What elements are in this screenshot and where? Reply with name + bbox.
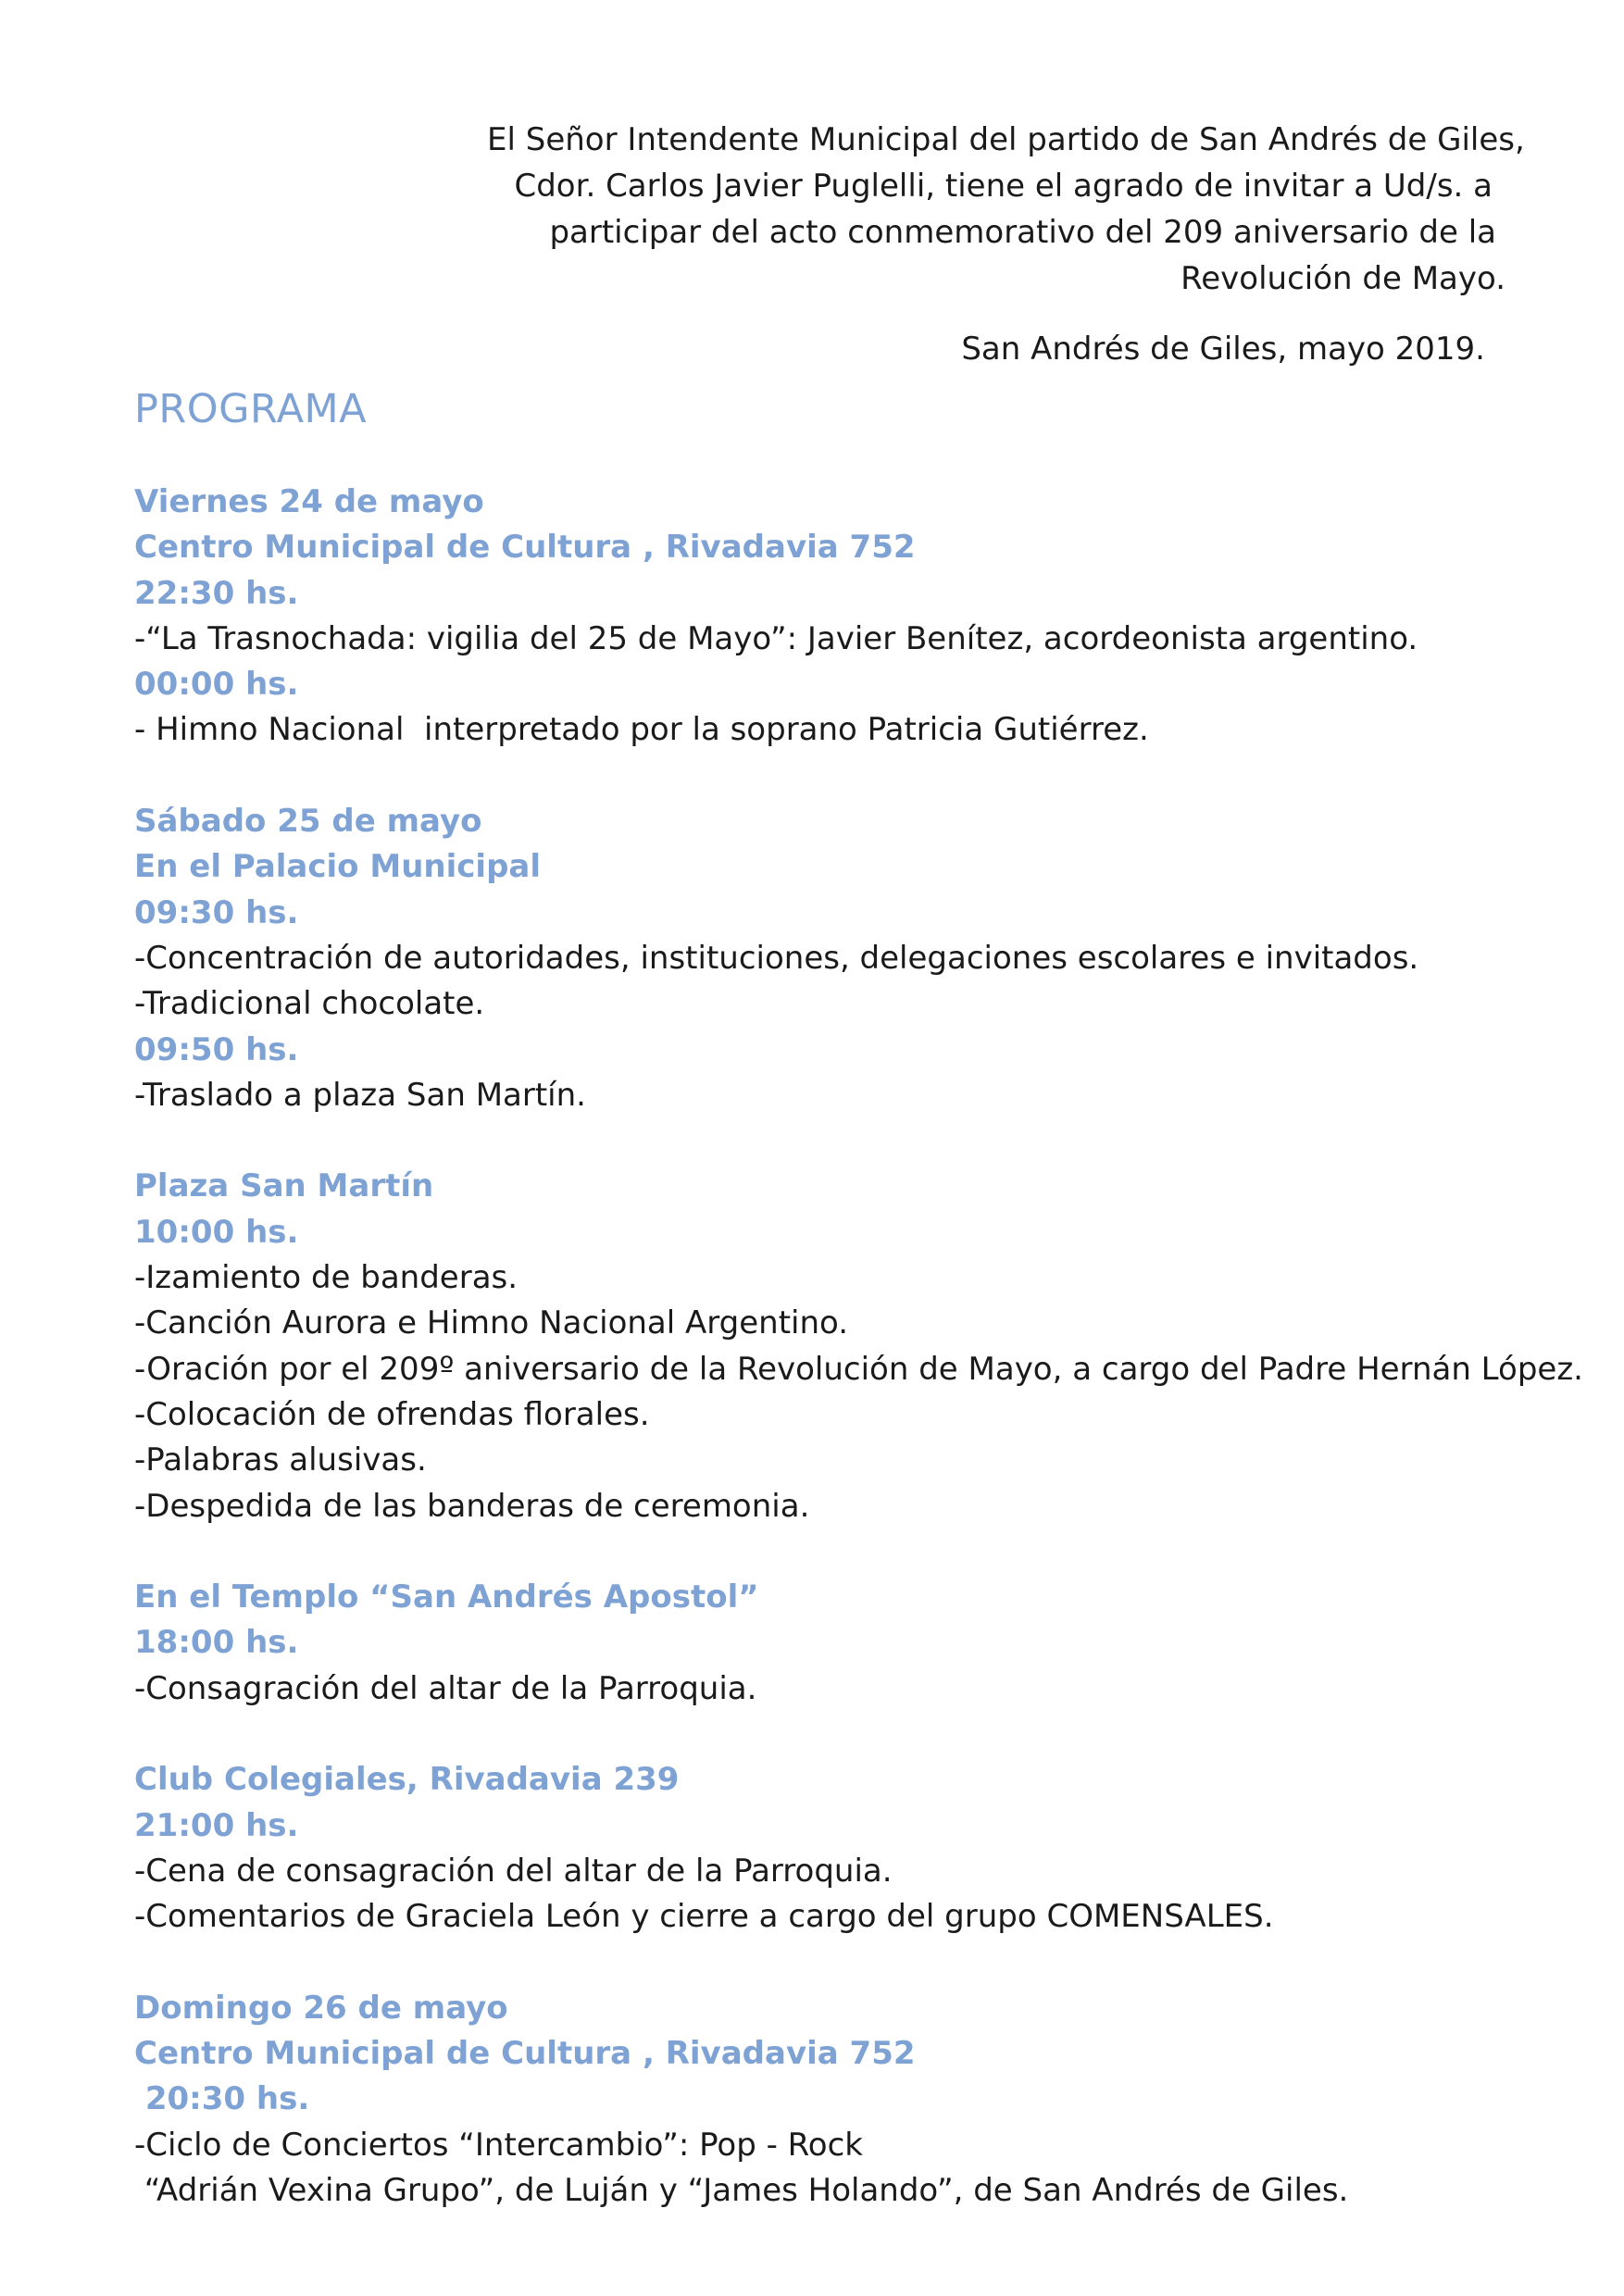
section-heading-line: Viernes 24 de mayo — [134, 483, 484, 520]
section-heading-line: Club Colegiales, Rivadavia 239 — [134, 1761, 680, 1799]
program-item: -Izamiento de banderas. — [134, 1259, 518, 1297]
program-item: -Colocación de ofrendas florales. — [134, 1395, 650, 1433]
invitation-line: El Señor Intendente Municipal del partido de San Andrés de Giles, — [487, 121, 1525, 158]
program-item: -Traslado a plaza San Martín. — [134, 1076, 586, 1114]
invitation-line: Revolución de Mayo. — [1181, 260, 1505, 297]
section-heading-line: 21:00 hs. — [134, 1806, 299, 1844]
program-item: -“La Trasnochada: vigilia del 25 de Mayo”: Javier Benítez, acordeonista argentino. — [134, 619, 1418, 657]
program-section — [134, 480, 1523, 754]
programa-heading: PROGRAMA — [134, 386, 368, 432]
place-date-line: San Andrés de Giles, mayo 2019. — [961, 331, 1485, 368]
program-item: -Despedida de las banderas de ceremonia. — [134, 1487, 810, 1525]
section-heading-line: Plaza San Martín — [134, 1167, 434, 1205]
invitation-line: participar del acto conmemorativo del 209 aniversario de la — [549, 214, 1496, 251]
program-schedule — [134, 480, 1583, 2214]
section-heading-line: Domingo 26 de mayo — [134, 1989, 508, 2027]
program-section — [134, 799, 1523, 1118]
section-heading-line: En el Templo “San Andrés Apostol” — [134, 1578, 759, 1616]
section-heading-line: 09:30 hs. — [134, 893, 299, 931]
section-heading-line: Centro Municipal de Cultura , Rivadavia 752 — [134, 2035, 916, 2073]
section-heading-line: 09:50 hs. — [134, 1030, 299, 1068]
program-item: -Consagración del altar de la Parroquia. — [134, 1669, 757, 1707]
program-section — [134, 1757, 1523, 1940]
program-item: -Cena de consagración del altar de la Parroquia. — [134, 1852, 893, 1890]
section-heading-line: 18:00 hs. — [134, 1624, 299, 1662]
program-section — [134, 1575, 1523, 1712]
program-section — [134, 1986, 1523, 2214]
program-section — [134, 1164, 1583, 1529]
program-item: -Comentarios de Graciela León y cierre a cargo del grupo COMENSALES. — [134, 1898, 1274, 1936]
invitation-paragraph — [487, 117, 1525, 302]
section-heading-line: 20:30 hs. — [134, 2080, 310, 2118]
program-item: -Tradicional chocolate. — [134, 985, 485, 1023]
program-item: -Canción Aurora e Himno Nacional Argentino. — [134, 1304, 849, 1342]
program-item: - Himno Nacional interpretado por la soprano Patricia Gutiérrez. — [134, 711, 1149, 749]
program-item: -Concentración de autoridades, instituciones, delegaciones escolares e invitados. — [134, 939, 1419, 977]
section-heading-line: En el Palacio Municipal — [134, 848, 542, 886]
section-heading-line: 22:30 hs. — [134, 574, 299, 612]
section-heading-line: Centro Municipal de Cultura , Rivadavia 752 — [134, 529, 916, 567]
program-item: -Palabras alusivas. — [134, 1441, 427, 1479]
program-item: -Ciclo de Conciertos “Intercambio”: Pop - Rock — [134, 2126, 863, 2164]
section-heading-line: 00:00 hs. — [134, 666, 299, 704]
section-heading-line: Sábado 25 de mayo — [134, 803, 482, 841]
invitation-line: Cdor. Carlos Javier Puglelli, tiene el agrado de invitar a Ud/s. a — [514, 168, 1493, 205]
program-item: “Adrián Vexina Grupo”, de Luján y “James Holando”, de San Andrés de Giles. — [134, 2171, 1349, 2209]
section-heading-line: 10:00 hs. — [134, 1213, 299, 1251]
program-item: -Oración por el 209º aniversario de la Revolución de Mayo, a cargo del Padre Hernán López. — [134, 1350, 1583, 1388]
